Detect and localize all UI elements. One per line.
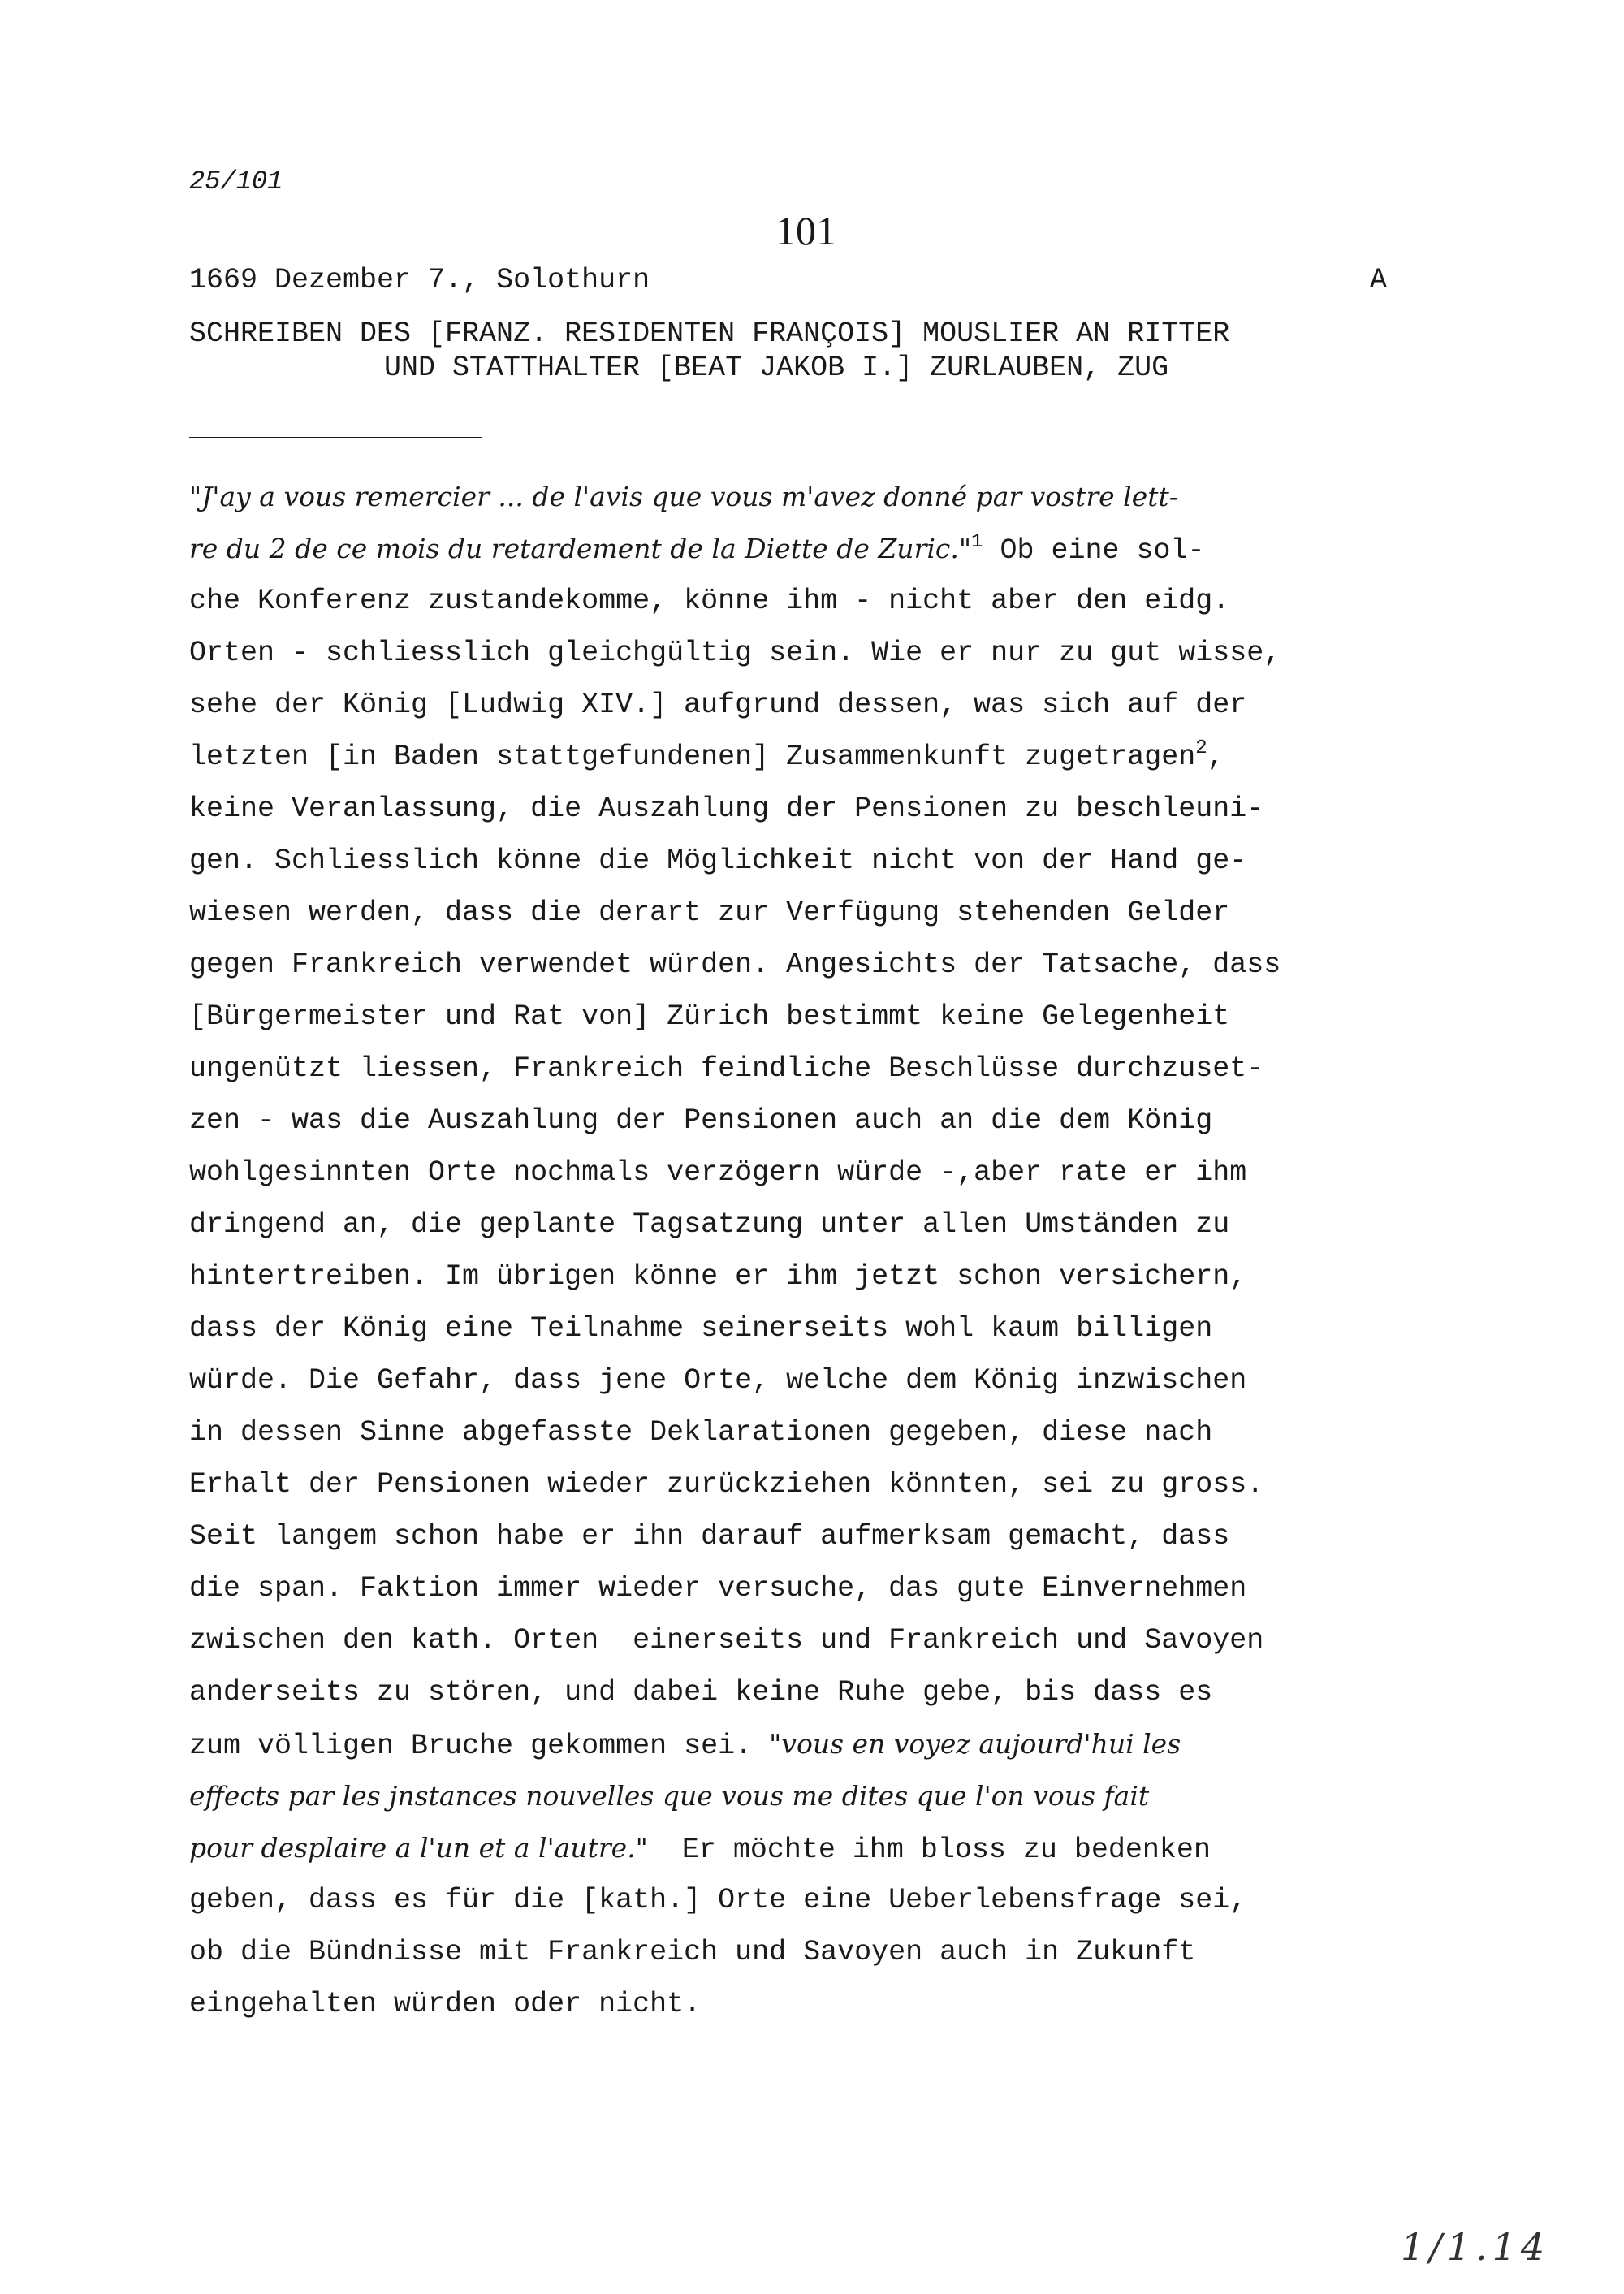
archive-reference: 25/101 [189, 166, 283, 197]
document-letter: A [1369, 264, 1387, 296]
body-text [189, 471, 1456, 2030]
french-quote: "J'ay a vous remercier ... de l'avis que vous m'avez donné par vostre lett- [189, 481, 1178, 512]
date-place: 1669 Dezember 7., Solothurn [189, 264, 650, 296]
text-segment: Ob eine sol- [983, 534, 1205, 567]
text-line: wohlgesinnten Orte nochmals verzögern würde -,aber rate er ihm [189, 1156, 1247, 1189]
text-line: ungenützt liessen, Frankreich feindliche Beschlüsse durchzuset- [189, 1052, 1264, 1085]
text-line: che Konferenz zustandekomme, könne ihm - nicht aber den eidg. [189, 585, 1230, 617]
text-line: Erhalt der Pensionen wieder zurückziehen könnten, sei zu gross. [189, 1468, 1264, 1501]
text-line: eingehalten würden oder nicht. [189, 1988, 702, 2020]
text-line: hintertreiben. Im übrigen könne er ihm jetzt schon versichern, [189, 1260, 1247, 1293]
text-segment: zum völligen Bruche gekommen sei. [189, 1730, 770, 1762]
text-segment: , [1207, 741, 1224, 773]
text-line: zwischen den kath. Orten einerseits und Frankreich und Savoyen [189, 1624, 1264, 1657]
text-line: geben, dass es für die [kath.] Orte eine Ueberlebensfrage sei, [189, 1884, 1247, 1916]
text-line: Seit langem schon habe er ihn darauf aufmerksam gemacht, dass [189, 1520, 1230, 1553]
french-quote: effects par les jnstances nouvelles que vous me dites que l'on vous fait [189, 1780, 1150, 1812]
text-line [189, 1822, 1456, 1874]
text-line: die span. Faktion immer wieder versuche, das gute Einvernehmen [189, 1572, 1247, 1605]
text-line [189, 1718, 1456, 1770]
handwritten-note: 1/1.14 [1401, 2225, 1550, 2269]
text-line: sehe der König [Ludwig XIV.] aufgrund dessen, was sich auf der [189, 689, 1247, 721]
document-heading [189, 317, 1448, 385]
text-line: wiesen werden, dass die derart zur Verfügung stehenden Gelder [189, 896, 1230, 929]
text-line [189, 731, 1456, 783]
date-place-line [189, 264, 1387, 296]
footnote-marker: 2 [1195, 737, 1207, 759]
text-line: anderseits zu stören, und dabei keine Ruhe gebe, bis dass es [189, 1676, 1213, 1709]
text-line: [Bürgermeister und Rat von] Zürich bestimmt keine Gelegenheit [189, 1000, 1230, 1033]
page-number: 101 [775, 208, 836, 253]
text-line: in dessen Sinne abgefasste Deklarationen gegeben, diese nach [189, 1416, 1213, 1449]
text-line [189, 471, 1456, 523]
text-line: würde. Die Gefahr, dass jene Orte, welche dem König inzwischen [189, 1364, 1247, 1397]
text-line: keine Veranlassung, die Auszahlung der Pensionen zu beschleuni- [189, 793, 1264, 825]
separator-rule [189, 437, 482, 438]
text-line: dringend an, die geplante Tagsatzung unter allen Umständen zu [189, 1208, 1230, 1241]
french-quote: re du 2 de ce mois du retardement de la Diette de Zuric." [189, 533, 972, 564]
text-segment: Er möchte ihm bloss zu bedenken [647, 1834, 1211, 1866]
text-line [189, 523, 1456, 575]
text-line: gegen Frankreich verwendet würden. Angesichts der Tatsache, dass [189, 948, 1281, 981]
text-line: dass der König eine Teilnahme seinerseits wohl kaum billigen [189, 1312, 1213, 1345]
french-quote: pour desplaire a l'un et a l'autre." [189, 1832, 648, 1864]
text-segment: letzten [in Baden stattgefundenen] Zusammenkunft zugetragen [189, 741, 1196, 773]
text-line: ob die Bündnisse mit Frankreich und Savoyen auch in Zukunft [189, 1936, 1196, 1968]
text-line: zen - was die Auszahlung der Pensionen auch an die dem König [189, 1104, 1213, 1137]
text-line: Orten - schliesslich gleichgültig sein. Wie er nur zu gut wisse, [189, 637, 1281, 669]
text-line [189, 1770, 1456, 1822]
footnote-marker: 1 [971, 531, 983, 553]
text-line: gen. Schliesslich könne die Möglichkeit nicht von der Hand ge- [189, 845, 1247, 877]
heading-line-1: SCHREIBEN DES [FRANZ. RESIDENTEN FRANÇOIS] MOUSLIER AN RITTER [189, 318, 1230, 350]
heading-line-2: UND STATTHALTER [BEAT JAKOB I.] ZURLAUBEN, ZUG [384, 352, 1169, 384]
french-quote: "vous en voyez aujourd'hui les [769, 1728, 1181, 1760]
